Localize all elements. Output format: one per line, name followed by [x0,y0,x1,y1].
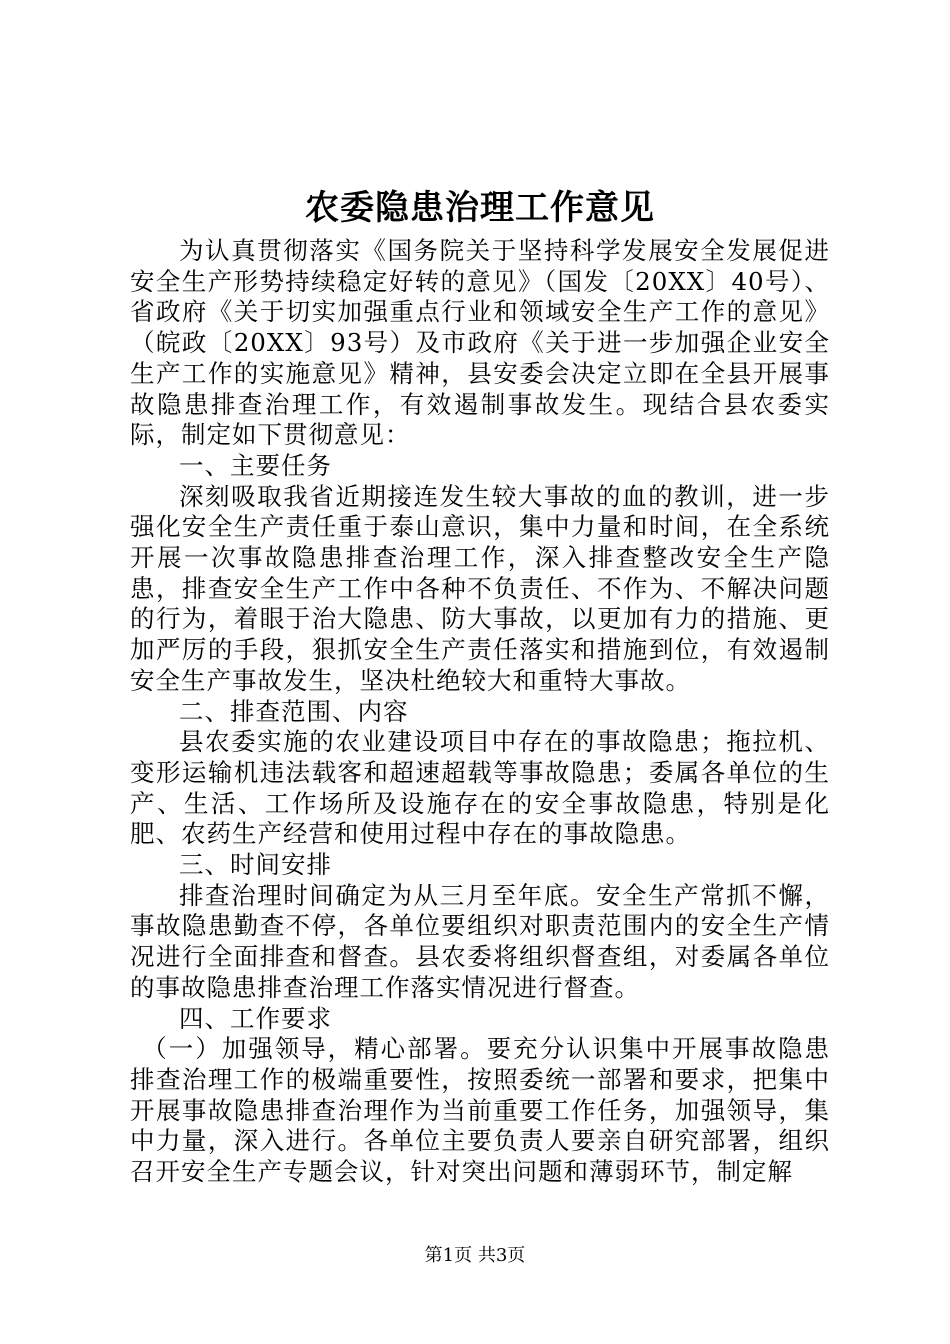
intro-paragraph: 为认真贯彻落实《国务院关于坚持科学发展安全发展促进安全生产形势持续稳定好转的意见》（国发〔20XX〕40号）、省政府《关于切实加强重点行业和领域安全生产工作的意见》（皖政〔20XX〕93号）及市政府《关于进一步加强企业安全生产工作的实施意见》精神，县安委会决定立即在全县开展事故隐患排查治理工作，有效遏制事故发生。现结合县农委实际，制定如下贯彻意见： [130,236,830,450]
section-heading-requirements: 四、工作要求 [179,1003,332,1033]
section-text-main-tasks: 深刻吸取我省近期接连发生较大事故的血的教训，进一步强化安全生产责任重于泰山意识，集中力量和时间，在全系统开展一次事故隐患排查治理工作，深入排查整改安全生产隐患，排查安全生产工作中各种不负责任、不作为、不解决问题的行为，着眼于治大隐患、防大事故，以更加有力的措施、更加严厉的手段，狠抓安全生产责任落实和措施到位，有效遏制安全生产事故发生，坚决杜绝较大和重特大事故。 [130,481,830,695]
document-title: 农委隐患治理工作意见 [305,188,655,228]
section-text-scope: 县农委实施的农业建设项目中存在的事故隐患；拖拉机、变形运输机违法载客和超速超载等事故隐患；委属各单位的生产、生活、工作场所及设施存在的安全事故隐患，特别是化肥、农药生产经营和使用过程中存在的事故隐患。 [130,727,830,849]
section-text-schedule: 排查治理时间确定为从三月至年底。安全生产常抓不懈，事故隐患勤查不停，各单位要组织对职责范围内的安全生产情况进行全面排查和督查。县农委将组织督查组，对委属各单位的事故隐患排查治理工作落实情况进行督查。 [130,880,830,1002]
document-body [130,236,830,1188]
page-footer: 第1页 共3页 [424,1245,526,1266]
section-heading-scope: 二、排查范围、内容 [179,696,409,726]
section-text-requirements: （一）加强领导，精心部署。要充分认识集中开展事故隐患排查治理工作的极端重要性，按照委统一部署和要求，把集中开展事故隐患排查治理作为当前重要工作任务，加强领导，集中力量，深入进行。各单位主要负责人要亲自研究部署，组织召开安全生产专题会议，针对突出问题和薄弱环节，制定解 [130,1034,830,1187]
section-heading-main-tasks: 一、主要任务 [179,450,332,480]
section-heading-schedule: 三、时间安排 [179,850,332,880]
